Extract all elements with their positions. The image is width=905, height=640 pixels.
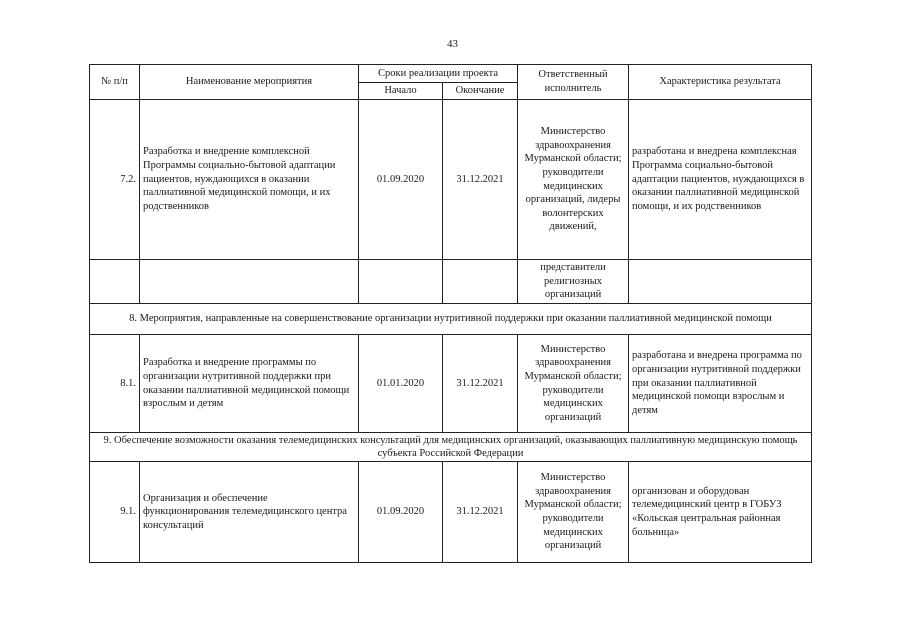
result: разработана и внедрена комплексная Программа социально-бытовой адаптации пациентов, нуждающихся в оказании паллиативной медицинской помощи, и их родственников (629, 100, 812, 260)
responsible: Министерство здравоохранения Мурманской области; руководители медицинских организаций (518, 462, 629, 563)
section-9-title: 9. Обеспечение возможности оказания телемедицинских консультаций для медицинских организаций, оказывающих паллиативную медицинскую помощь субъекта Российской Федерации (90, 433, 812, 462)
section-row (90, 433, 812, 462)
header-row (90, 65, 812, 83)
row-number: 7.2. (90, 100, 140, 260)
header-num: № п/п (90, 65, 140, 100)
start-date: 01.09.2020 (359, 100, 443, 260)
table-row (90, 100, 812, 260)
responsible-continued: представители религиозных организаций (518, 260, 629, 304)
table-row-continued (90, 260, 812, 304)
activity-name: Разработка и внедрение комплексной Программы социально-бытовой адаптации пациентов, нуждающихся в оказании паллиативной медицинской помощи, и их родственников (140, 100, 359, 260)
page-number: 43 (447, 38, 458, 50)
header-result: Характеристика результата (629, 65, 812, 100)
header-end: Окончание (443, 83, 518, 100)
activities-table (89, 64, 812, 563)
end-date: 31.12.2021 (443, 462, 518, 563)
result: разработана и внедрена программа по организации нутритивной поддержки при оказании паллиативной медицинской помощи взрослым и детям (629, 335, 812, 433)
section-row (90, 304, 812, 335)
start-date: 01.09.2020 (359, 462, 443, 563)
start-date: 01.01.2020 (359, 335, 443, 433)
section-8-title: 8. Мероприятия, направленные на совершенствование организации нутритивной поддержки при оказании паллиативной медицинской помощи (90, 304, 812, 335)
row-number: 8.1. (90, 335, 140, 433)
row-number: 9.1. (90, 462, 140, 563)
activity-name: Организация и обеспечение функционирования телемедицинского центра консультаций (140, 462, 359, 563)
activity-name: Разработка и внедрение программы по организации нутритивной поддержки при оказании паллиативной медицинской помощи взрослым и детям (140, 335, 359, 433)
header-responsible: Ответственный исполнитель (518, 65, 629, 100)
header-name: Наименование мероприятия (140, 65, 359, 100)
header-period: Сроки реализации проекта (359, 65, 518, 83)
table-row (90, 335, 812, 433)
result: организован и оборудован телемедицинский центр в ГОБУЗ «Кольская центральная районная больница» (629, 462, 812, 563)
responsible: Министерство здравоохранения Мурманской области; руководители медицинских организаций (518, 335, 629, 433)
table-row (90, 462, 812, 563)
end-date: 31.12.2021 (443, 335, 518, 433)
header-start: Начало (359, 83, 443, 100)
end-date: 31.12.2021 (443, 100, 518, 260)
responsible: Министерство здравоохранения Мурманской области; руководители медицинских организаций, лидеры волонтерских движений, (518, 100, 629, 260)
